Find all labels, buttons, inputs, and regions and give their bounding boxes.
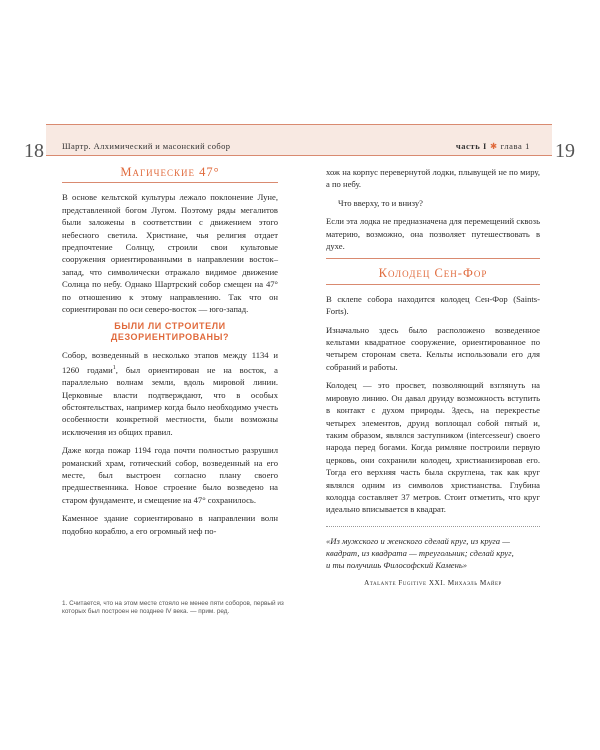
page-number-left: 18 — [24, 140, 44, 162]
paragraph: Колодец — это просвет, позволяющий взглянуть на мировую линию. Он давал друиду возможность вступить в контакт с духом природы. Здесь, на перекрестье четырех элементов, друид воплощал собой пятый и, таким образом, являлся заступником (intercesseur) своего народа перед богами. Когда римляне построили первую церковь, они сохранили колодец, христианизировав его. Тогда его верхняя часть была скруглена, так как круг являлся одним из символов христианства. Глубина колодца составляет 37 метров. Стоит отметить, что круг идеально вписывается в квадрат. — [326, 380, 540, 515]
footnote-ref[interactable]: 1 — [112, 364, 116, 371]
quote-attribution: Atalante Fugitive XXI. Михаэль Майер — [364, 578, 502, 587]
running-title-left: Шартр. Алхимический и масонский собор — [62, 141, 231, 151]
left-column — [62, 166, 278, 543]
paragraph: Каменное здание сориентировано в направлении волн подобно кораблю, а его огромный неф по- — [62, 513, 278, 536]
subsection-title-line: ДЕЗОРИЕНТИРОВАНЫ? — [110, 332, 230, 343]
section-rule — [326, 284, 540, 285]
chapter-label: глава 1 — [500, 141, 530, 151]
epigraph-quote — [326, 535, 540, 571]
paragraph: хож на корпус перевернутой лодки, плывущей не по миру, а по небу. — [326, 167, 540, 190]
paragraph-text: Собор, возведенный в несколько этапов между 1134 и 1260 годами — [62, 350, 278, 375]
paragraph: Что вверху, то и внизу? — [338, 197, 423, 208]
section-rule — [326, 258, 540, 259]
subsection-title-line: БЫЛИ ЛИ СТРОИТЕЛИ — [114, 321, 226, 332]
section-rule — [62, 182, 278, 183]
part-label: часть I — [455, 141, 487, 151]
quote-line: «Из мужского и женского сделай круг, из круга — — [326, 535, 510, 546]
page-number-right: 19 — [555, 140, 575, 162]
paragraph: Изначально здесь было расположено возведенное кельтами квадратное сооружение, ориентированное по четырем сторонам света. Кельты использовали его для собраний и работы. — [326, 324, 540, 372]
running-title-right — [456, 141, 530, 152]
paragraph: Даже когда пожар 1194 года почти полностью разрушил романский храм, готический собор, возведенный на его месте, был выстроен согласно плану своего предшественника. Новое строение было возведено на старом фундаменте, и смещение на 47° сохранилось. — [62, 445, 278, 505]
paragraph: В склепе собора находится колодец Сен-Фор (Saints-Forts). — [326, 293, 540, 317]
right-column — [326, 166, 540, 589]
paragraph — [62, 349, 278, 438]
star-ornament-icon: ✱ — [489, 141, 498, 151]
footnote: 1. Считается, что на этом месте стояло не менее пяти соборов, первый из которых был построен не позднее IV века. — прим. ред. — [62, 600, 284, 616]
paragraph-text: , был ориентирован не на восток, а параллельно волнам земли, вдоль мировой линии. Церковные власти подтверждают, что в особых обстоятельствах, например когда было необходимо учесть особенности конкретной местности, были возможны исключения из общих правил. — [62, 364, 278, 437]
paragraph: В основе кельтской культуры лежало поклонение Луне, представленной богом Лугом. Поэтому ряды мегалитов были заложены в соответствии с движением этого небесного светила. Христиане, чья религия отдает предпочтение Солнцу, строили свои культовые сооружения ориентированными в направлении восток–запад, что символически отражало видимое движение Солнца по небу. Однако Шартрский собор смещен на 47° по отношению к этому направлению. Так что он сориентирован по оси северо-восток — юго-запад. — [62, 192, 278, 315]
section-title-magic-47: Магические 47° — [120, 165, 220, 179]
subsection-title — [62, 321, 278, 343]
quote-line: и ты получишь Философский Камень» — [326, 559, 468, 570]
quote-line: квадрат, из квадрата — треугольник; сделай круг, — [326, 547, 514, 558]
section-title-well: Колодец Сен-Фор — [378, 266, 488, 281]
paragraph: Если эта лодка не предназначена для перемещений сквозь материю, возможно, она позволяет путешествовать в духе. — [326, 216, 540, 252]
quote-divider — [326, 526, 540, 527]
